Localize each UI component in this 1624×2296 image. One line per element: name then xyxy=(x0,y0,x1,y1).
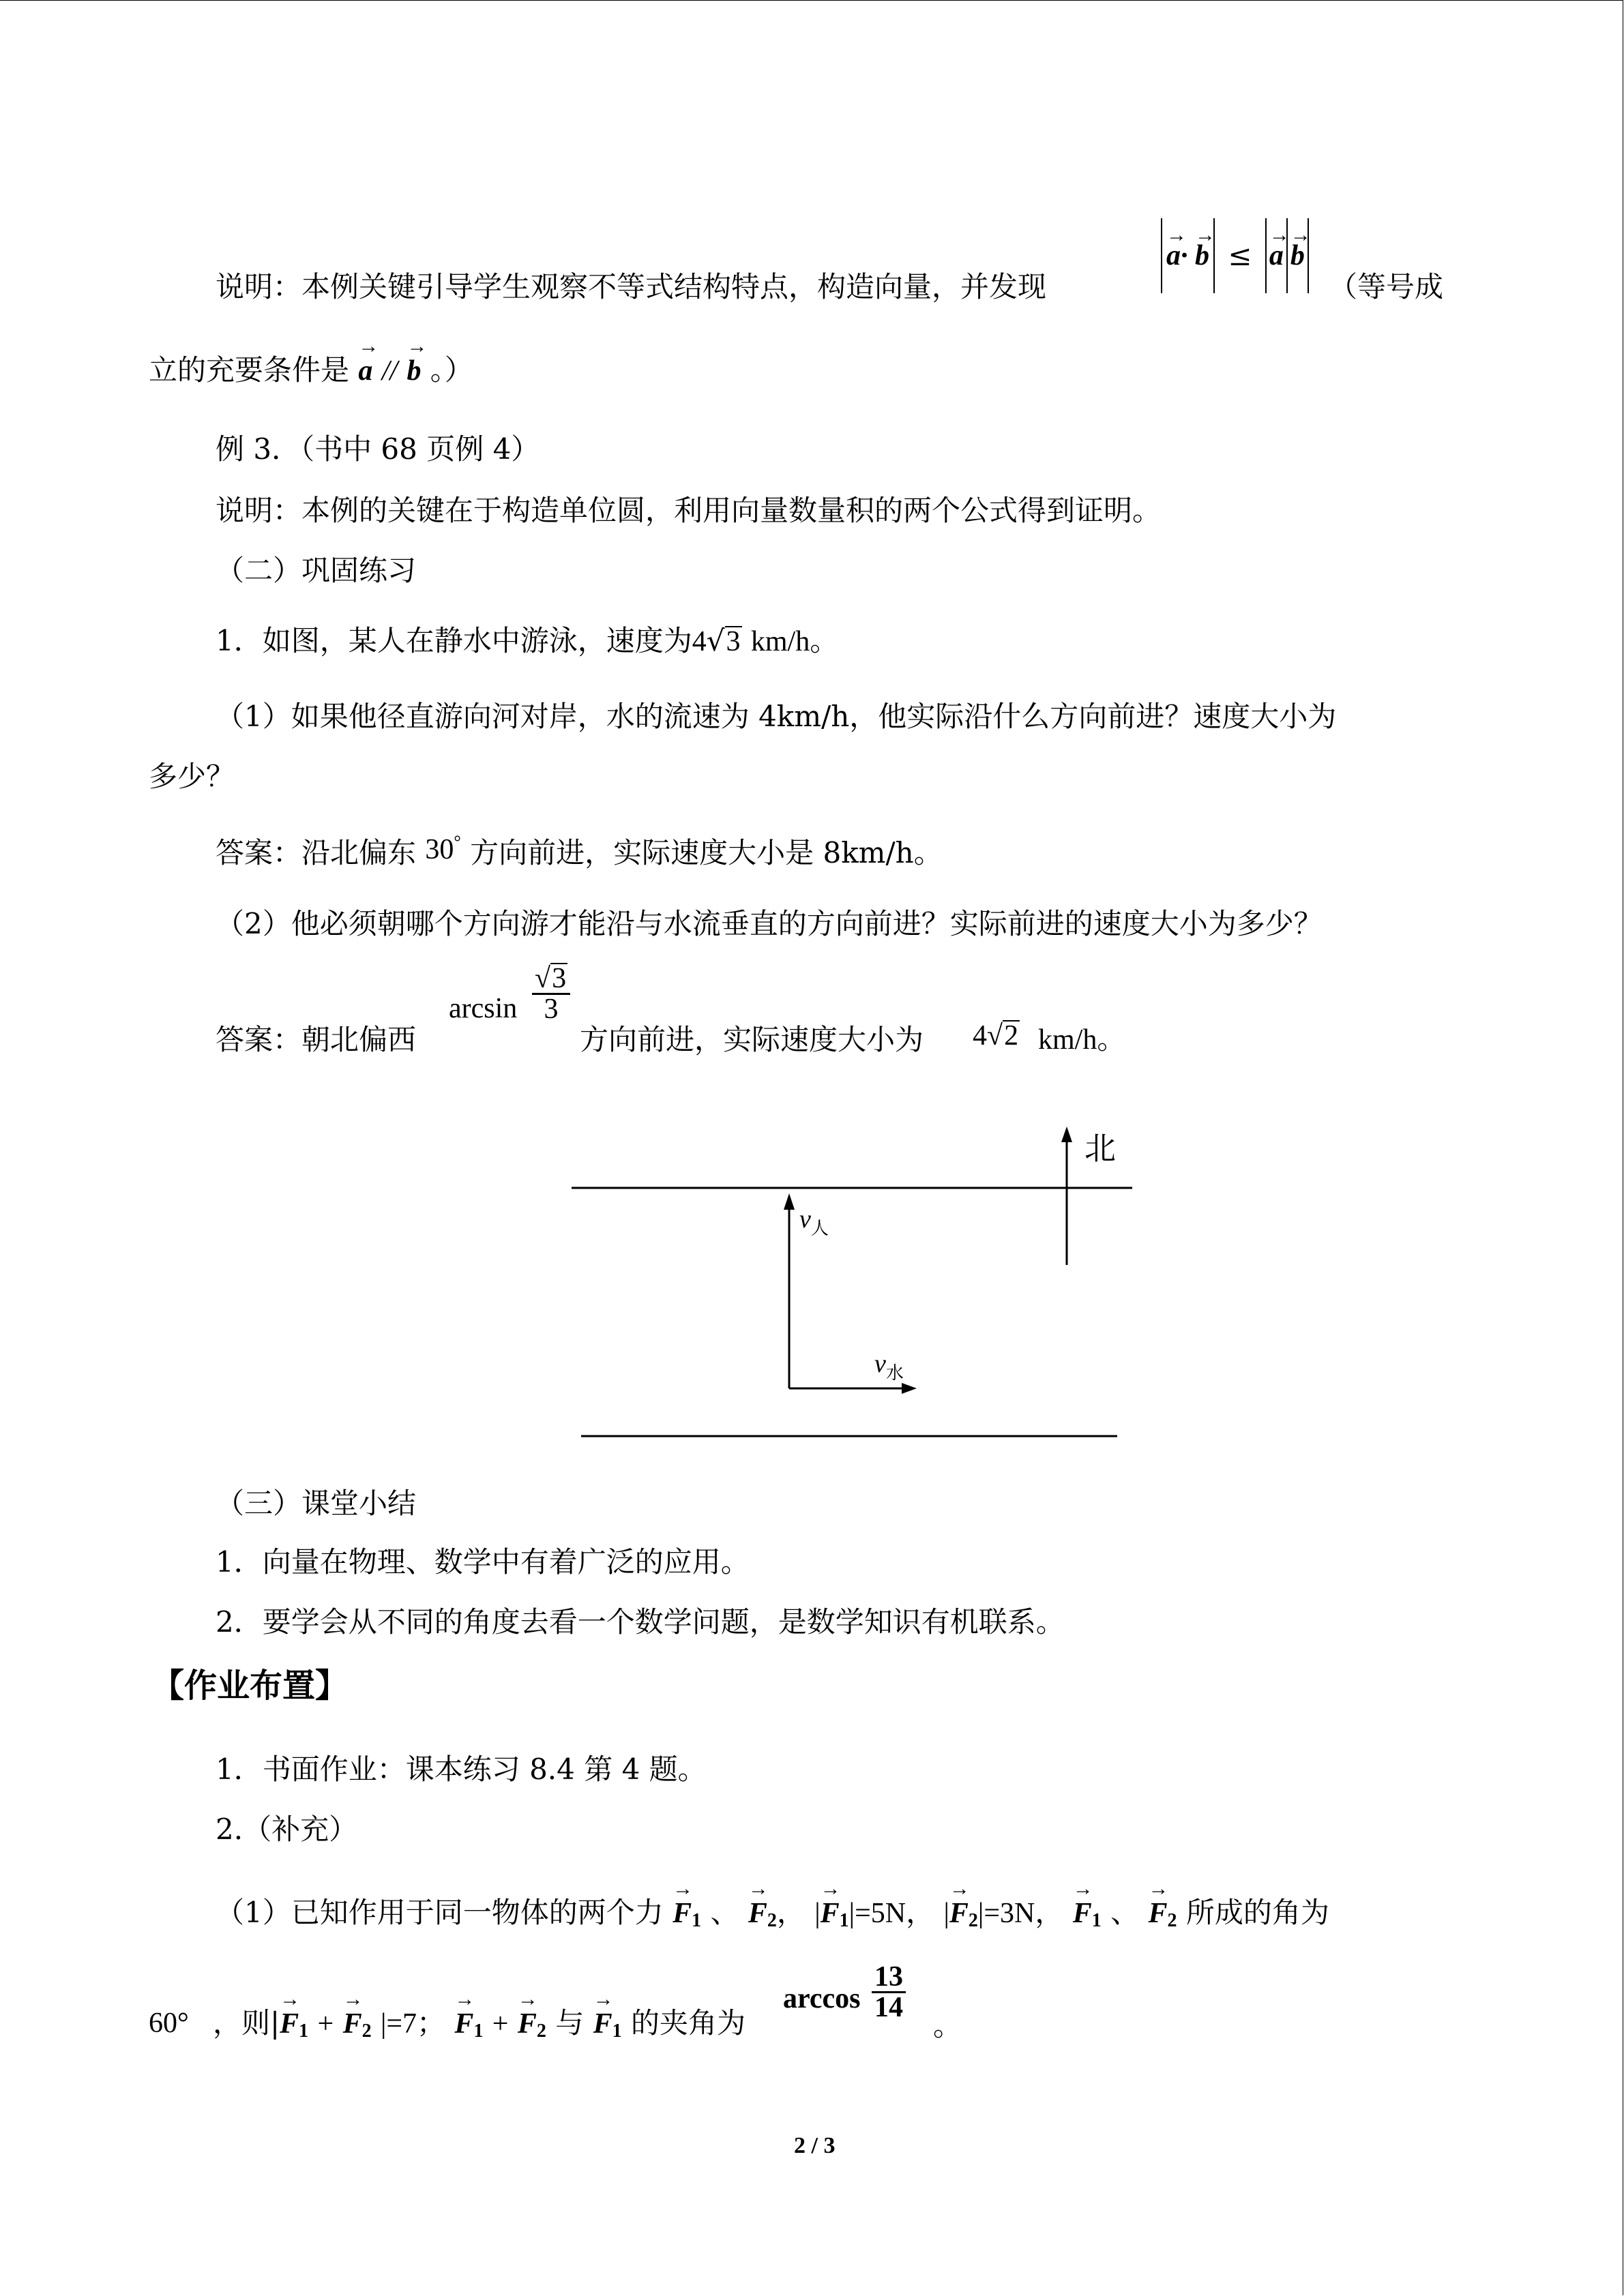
angle-text: 的夹角为 xyxy=(630,2006,745,2040)
example3-title: 例 3．（书中 68 页例 4） xyxy=(216,432,540,466)
sum-F2-subscript: 2 xyxy=(361,2021,372,2042)
homework-item2: 2.（补充） xyxy=(216,1813,358,1846)
v-person-subscript: 人 xyxy=(810,1219,829,1239)
answer1-tail: 方向前进，实际速度大小是 8km/h。 xyxy=(470,836,943,869)
condition-line xyxy=(149,353,473,387)
summary-item1: 1．向量在物理、数学中有着广泛的应用。 xyxy=(216,1545,750,1579)
sum-F2: → F xyxy=(343,2010,362,2038)
answer1-lead: 答案：沿北偏东 xyxy=(216,836,417,869)
speed2-coefficient: 4 xyxy=(973,1020,987,1052)
v-person-label xyxy=(799,1205,829,1239)
force-F2-angle: → F xyxy=(1148,1899,1167,1928)
end-mark: 。 xyxy=(933,2009,962,2042)
sum-F1: → F xyxy=(280,2010,299,2038)
force-F2-subscript: 2 xyxy=(767,1910,777,1931)
river-figure xyxy=(559,1118,1146,1446)
force-F1: → F xyxy=(673,1899,692,1928)
question1 xyxy=(216,626,838,656)
ref-F1-subscript: 1 xyxy=(612,2021,622,2042)
force-F1-angle-subscript: 1 xyxy=(1091,1910,1102,1931)
vector-b: → b xyxy=(1195,218,1209,293)
v-water-subscript: 水 xyxy=(885,1363,904,1384)
vector-a-parallel: → a xyxy=(358,357,372,385)
force-F1-magnitude: → F xyxy=(821,1899,840,1928)
le-symbol: ≤ xyxy=(1228,239,1252,272)
ref-F1: → F xyxy=(593,2010,612,2038)
parallel-symbol: // xyxy=(381,355,398,387)
speed-radicand: 3 xyxy=(726,626,741,657)
force-F1-magnitude-subscript: 1 xyxy=(839,1910,849,1931)
question1-lead: 1．如图，某人在静水中游泳，速度为 xyxy=(216,624,692,657)
vector-b-norm: → b xyxy=(1290,218,1305,293)
answer2-mid: 方向前进，实际速度大小为 xyxy=(580,1023,924,1056)
force-F1-angle: → F xyxy=(1073,1899,1092,1928)
problem1-formula xyxy=(213,2006,745,2042)
separator-2: 、 xyxy=(1110,1896,1140,1929)
question1-part1-b: 多少？ xyxy=(149,760,235,793)
force-F2: → F xyxy=(748,1899,767,1928)
sum2-F2: → F xyxy=(518,2010,537,2038)
force-F2-value: |=3N， xyxy=(977,1898,1064,1929)
dot-symbol: · xyxy=(1181,240,1188,271)
v-person-arrowhead-icon xyxy=(784,1193,795,1210)
summary-item2: 2．要学会从不同的角度去看一个数学问题，是数学知识有机联系。 xyxy=(216,1605,1065,1639)
speed-unit: km/h。 xyxy=(750,626,839,657)
angle-30: 30 xyxy=(425,834,454,865)
degree-symbol: ° xyxy=(454,832,461,852)
sqrt-symbol-2: √ xyxy=(535,963,551,994)
condition-lead: 立的充要条件是 xyxy=(149,353,350,387)
vector-b-parallel: → b xyxy=(407,357,421,385)
arccos-denominator: 14 xyxy=(872,1991,906,2022)
arcsin-radicand: 3 xyxy=(552,963,567,994)
force-F2-angle-subscript: 2 xyxy=(1167,1910,1177,1931)
example3-remark: 说明：本例的关键在于构造单位圆，利用向量数量积的两个公式得到证明。 xyxy=(216,494,1162,527)
answer2-speed xyxy=(973,1020,1020,1050)
homework-problem1-line1 xyxy=(216,1898,1329,1930)
force-F2-magnitude-subscript: 2 xyxy=(968,1910,978,1931)
speed2-radicand: 2 xyxy=(1004,1020,1019,1052)
summary-heading: （三）课堂小结 xyxy=(216,1487,417,1520)
remark-lead: 说明：本例关键引导学生观察不等式结构特点，构造向量，并发现 xyxy=(216,270,1047,303)
abs-dot-product xyxy=(1161,218,1215,293)
question1-part1-a: （1）如果他径直游向河对岸，水的流速为 4km/h，他实际沿什么方向前进？速度大小为 xyxy=(216,700,1337,733)
sum-value: |=7； xyxy=(380,2008,446,2040)
force-F2-magnitude: → F xyxy=(949,1899,969,1928)
v-person-symbol: v xyxy=(799,1205,811,1234)
sum2-F2-subscript: 2 xyxy=(536,2021,546,2042)
inequality-formula xyxy=(1161,218,1309,293)
sqrt-symbol-3: √ xyxy=(987,1020,1003,1052)
force-F1-subscript: 1 xyxy=(692,1910,702,1931)
v-water-arrowhead-icon xyxy=(902,1383,917,1394)
plus-2: + xyxy=(492,2008,509,2040)
v-water-label xyxy=(874,1350,904,1384)
separator-1: 、 xyxy=(710,1896,739,1929)
arcsin-fraction xyxy=(532,963,570,1024)
sum2-F1-subscript: 1 xyxy=(473,2021,484,2042)
v-water-symbol: v xyxy=(874,1350,886,1378)
practice-heading: （二）巩固练习 xyxy=(216,554,417,587)
arccos-numerator: 13 xyxy=(874,1961,903,1993)
vector-a: → a xyxy=(1166,218,1181,293)
problem1-tail: 所成的角为 xyxy=(1185,1896,1329,1929)
problem1-lead: （1）已知作用于同一物体的两个力 xyxy=(216,1896,664,1929)
answer2-lead: 答案：朝北偏西 xyxy=(216,1023,417,1056)
plus-1: + xyxy=(317,2008,334,2040)
abs-b xyxy=(1288,218,1309,293)
arccos-label: arccos xyxy=(783,1983,861,2014)
abs-open-F1: | xyxy=(814,1898,821,1929)
speed-coefficient: 4 xyxy=(692,626,707,657)
vector-a-norm: → a xyxy=(1269,218,1284,293)
abs-open-F2: | xyxy=(943,1898,949,1929)
north-arrow-icon xyxy=(1061,1127,1072,1142)
answer1 xyxy=(216,833,943,867)
north-label: 北 xyxy=(1084,1131,1116,1166)
homework-item1: 1．书面作业：课本练习 8.4 第 4 题。 xyxy=(216,1753,707,1786)
force-F1-value: |=5N， xyxy=(848,1898,935,1929)
remark-tail: （等号成 xyxy=(1329,270,1444,303)
answer2-unit: km/h。 xyxy=(1038,1024,1126,1056)
abs-a xyxy=(1265,218,1288,293)
comma-1: ， xyxy=(776,1896,806,1929)
then-text: ，则| xyxy=(213,2006,280,2040)
question1-part2: （2）他必须朝哪个方向游才能沿与水流垂直的方向前进？实际前进的速度大小为多少？ xyxy=(216,907,1323,940)
homework-heading: 【作业布置】 xyxy=(151,1667,349,1705)
arccos-fraction xyxy=(872,1963,906,2022)
with-text: 与 xyxy=(555,2006,585,2040)
arcsin-label: arcsin xyxy=(449,993,518,1024)
page-number: 2 / 3 xyxy=(794,2133,836,2158)
sqrt-symbol: √ xyxy=(706,624,725,657)
arcsin-denominator: 3 xyxy=(532,993,570,1024)
angle-60: 60° xyxy=(149,2008,189,2039)
sum2-F1: → F xyxy=(454,2010,473,2038)
condition-tail: 。） xyxy=(430,353,473,387)
sum-F1-subscript: 1 xyxy=(299,2021,309,2042)
